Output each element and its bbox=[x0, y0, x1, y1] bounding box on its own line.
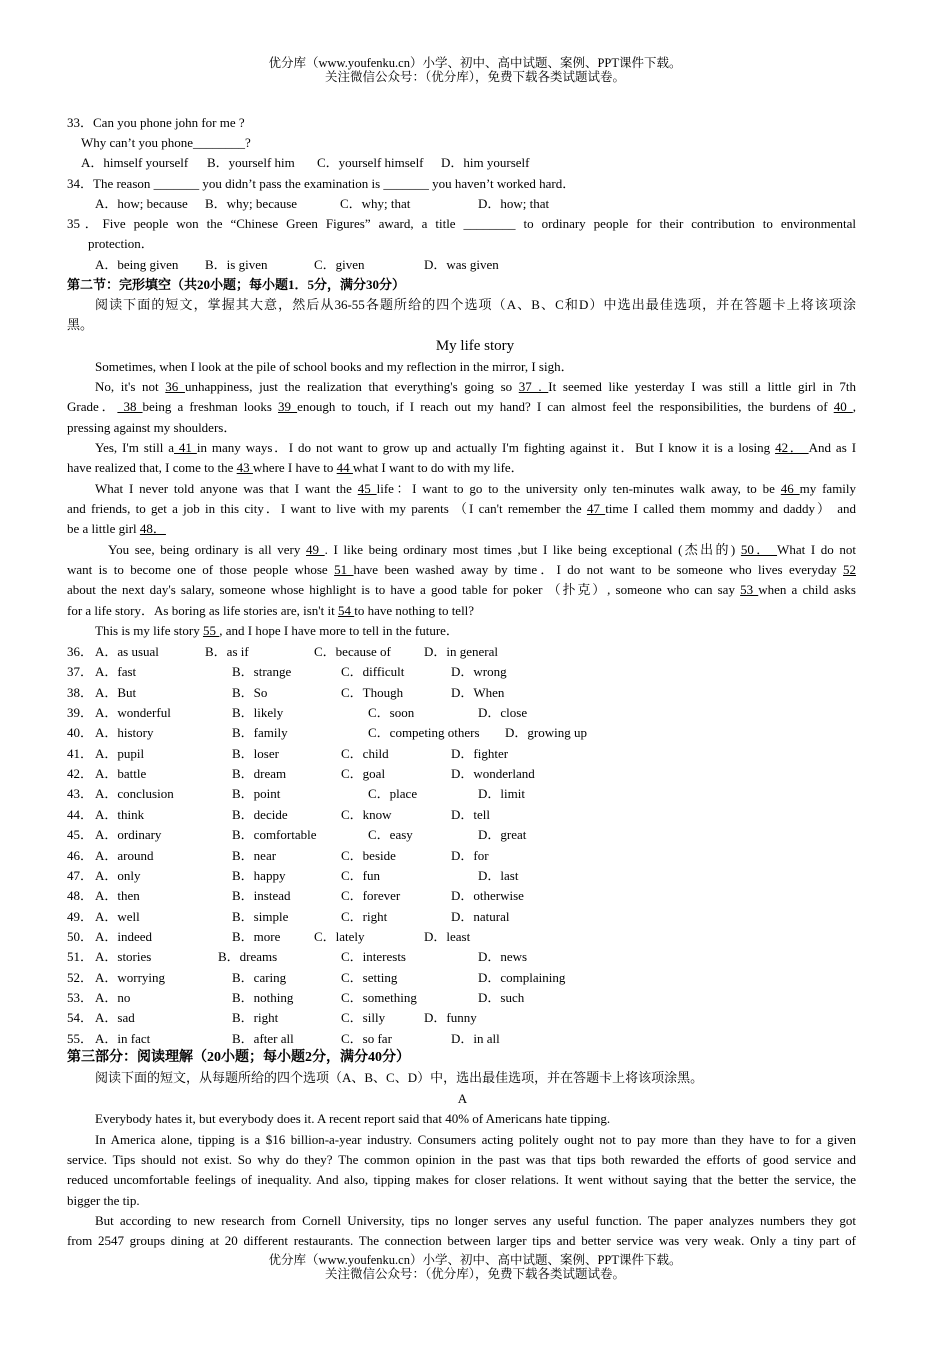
q34-stem: 34．The reason _______ you didn’t pass the examination is _______ you haven’t worked hard． bbox=[67, 176, 576, 191]
option-b: B．family bbox=[232, 725, 288, 741]
option-c: C．place bbox=[368, 786, 418, 802]
section2-instructions: 阅读下面的短文，掌握其大意，然后从36-55各题所给的四个选项（A、B、C和D）中选出最佳选项，并在答题卡上将该项涂 bbox=[95, 297, 856, 312]
option-b: B．after all bbox=[232, 1030, 294, 1046]
option-d: D．least bbox=[424, 928, 471, 944]
option-a: A．then bbox=[95, 888, 140, 904]
passage-a-p1: Everybody hates it, but everybody does it. A recent report said that 40% of Americans hate tipping. bbox=[95, 1111, 611, 1126]
option-number: 49． bbox=[67, 908, 94, 924]
option-number: 43． bbox=[67, 786, 94, 802]
passage-a-p3-line2: from 2547 groups dining at 20 different restaurants. The connection between larger tips and better service was very weak. Only a tiny part of bbox=[67, 1233, 856, 1248]
option-a: A．no bbox=[95, 989, 131, 1005]
option-a: A．as usual bbox=[95, 644, 159, 659]
option-d: D．such bbox=[478, 989, 525, 1005]
footer-line-2: 关注微信公众号：（优分库），免费下载各类试题试卷。 bbox=[324, 1267, 625, 1281]
q34-option-a: A．how; because bbox=[95, 196, 188, 211]
option-d: D．complaining bbox=[478, 969, 566, 985]
option-d: D．close bbox=[478, 705, 528, 721]
option-a: A．in fact bbox=[95, 1030, 151, 1046]
option-c: C．know bbox=[341, 806, 392, 822]
section3-heading: 第三部分：阅读理解（20小题；每小题2分，满分40分） bbox=[67, 1050, 410, 1065]
blank-45: 45 bbox=[357, 481, 377, 496]
option-a: A．ordinary bbox=[95, 827, 162, 843]
q35-stem: 35．Five people won the “Chinese Green Figures” award, a title ________ to ordinary people for their contribution to environmental bbox=[67, 216, 856, 231]
option-b: B．simple bbox=[232, 908, 289, 924]
option-d: D．otherwise bbox=[451, 888, 524, 904]
option-d: D．wonderland bbox=[451, 766, 535, 782]
option-c: C．Though bbox=[341, 684, 404, 700]
passage-p3-line2: have realized that, I come to the 43 where I have to 44 what I want to do with my life． bbox=[67, 460, 524, 475]
q33-option-c: C．yourself himself bbox=[317, 155, 424, 170]
q33-stem: 33．Can you phone john for me ? bbox=[67, 115, 245, 130]
option-d: D．news bbox=[478, 949, 528, 965]
blank-53: 53 bbox=[740, 582, 759, 597]
option-d: D．in general bbox=[424, 644, 499, 659]
option-a: A．battle bbox=[95, 766, 147, 782]
option-a: A．around bbox=[95, 847, 154, 863]
blank-46: 46 bbox=[780, 481, 800, 496]
option-c: C．goal bbox=[341, 766, 386, 782]
q34-option-c: C．why; that bbox=[340, 196, 411, 211]
blank-40: 40 bbox=[833, 399, 853, 414]
passage-p6: This is my life story 55 , and I hope I have more to tell in the future． bbox=[95, 623, 459, 638]
q35-option-d: D．was given bbox=[424, 257, 499, 272]
q34-option-b: B．why; because bbox=[205, 196, 298, 211]
option-d: D．tell bbox=[451, 806, 490, 822]
blank-36: 36 bbox=[165, 379, 185, 394]
q33-option-a: A．himself yourself bbox=[81, 155, 189, 170]
blank-42: 42． bbox=[775, 440, 809, 455]
option-c: C．forever bbox=[341, 888, 401, 904]
option-a: A．think bbox=[95, 806, 145, 822]
option-a: A．only bbox=[95, 867, 141, 883]
option-a: A．stories bbox=[95, 949, 152, 965]
option-a: A．pupil bbox=[95, 745, 145, 761]
option-b: B．likely bbox=[232, 705, 284, 721]
option-a: A．sad bbox=[95, 1010, 135, 1026]
passage-p4-line2: and friends, to get a job in this city．I want to live with my parents （I can't remember the 47 time I called them mommy and daddy） and bbox=[67, 501, 857, 516]
q35-option-c: C．given bbox=[314, 257, 365, 272]
option-c: C．easy bbox=[368, 827, 413, 843]
passage-a-p2-line1: In America alone, tipping is a $16 billion-a-year industry. Consumers acting politely ought not to pay more than they have to for a given bbox=[95, 1132, 856, 1147]
blank-41: 41 bbox=[174, 440, 197, 455]
option-number: 42． bbox=[67, 766, 94, 782]
option-a: A．history bbox=[95, 725, 154, 741]
option-number: 40． bbox=[67, 725, 94, 741]
option-b: B．as if bbox=[205, 644, 249, 659]
option-b: B．nothing bbox=[232, 989, 294, 1005]
passage-a-p2-line3: reduced uncomfortable feelings of inequality. And also, tipping makes for closer relations. It went without saying that the better the service, the bbox=[67, 1172, 856, 1187]
option-c: C．so far bbox=[341, 1030, 392, 1046]
option-c: C．lately bbox=[314, 928, 365, 944]
option-a: A．fast bbox=[95, 664, 137, 680]
q35-option-b: B．is given bbox=[205, 257, 268, 272]
blank-54: 54 bbox=[337, 603, 355, 618]
option-c: C．soon bbox=[368, 705, 415, 721]
blank-44: 44 bbox=[336, 460, 353, 475]
option-number: 45． bbox=[67, 827, 94, 843]
option-d: D．growing up bbox=[505, 725, 587, 741]
header-line-1: 优分库（www.youfenku.cn）小学、初中、高中试题、案例、PPT课件下载。 bbox=[268, 56, 682, 70]
header-line-2: 关注微信公众号：（优分库），免费下载各类试题试卷。 bbox=[324, 70, 625, 84]
option-b: B．happy bbox=[232, 867, 286, 883]
option-b: B．near bbox=[232, 847, 277, 863]
blank-52: 52 bbox=[843, 562, 856, 577]
option-number: 52． bbox=[67, 969, 94, 985]
option-number: 46． bbox=[67, 847, 94, 863]
passage-a-p2-line2: service. Tips should not exist. So why do they? The common opinion in the past was that tips both rewarded the efforts of good service and bbox=[67, 1152, 856, 1167]
option-d: D．limit bbox=[478, 786, 525, 802]
option-number: 47． bbox=[67, 867, 94, 883]
option-b: B．decide bbox=[232, 806, 288, 822]
option-a: A．But bbox=[95, 684, 137, 700]
option-d: D．great bbox=[478, 827, 527, 843]
q35-stem-2: protection． bbox=[88, 236, 154, 251]
q33-option-b: B．yourself him bbox=[207, 155, 295, 170]
option-d: D．funny bbox=[424, 1010, 477, 1026]
option-b: B．So bbox=[232, 684, 268, 700]
option-a: A．worrying bbox=[95, 969, 166, 985]
option-number: 51． bbox=[67, 949, 94, 965]
option-c: C．silly bbox=[341, 1010, 386, 1026]
option-a: A．indeed bbox=[95, 928, 153, 944]
option-b: B．loser bbox=[232, 745, 279, 761]
blank-55: 55 bbox=[202, 623, 220, 638]
passage-p3-line1: Yes, I'm still a 41 in many ways．I do not want to grow up and actually I'm fighting against it．But I know it is a losing 42． And as I bbox=[95, 440, 857, 455]
option-d: D．for bbox=[451, 847, 489, 863]
section2-heading: 第二节：完形填空（共20小题；每小题1．5分，满分30分） bbox=[67, 277, 406, 292]
option-b: B．right bbox=[232, 1010, 279, 1026]
option-d: D．last bbox=[478, 867, 519, 883]
q35-option-a: A．being given bbox=[95, 257, 179, 272]
option-number: 38． bbox=[67, 684, 94, 700]
option-b: B．dream bbox=[232, 766, 287, 782]
option-b: B．caring bbox=[232, 969, 287, 985]
blank-48: 48． bbox=[139, 521, 166, 536]
passage-p4-line3: be a little girl 48． bbox=[67, 521, 166, 536]
option-b: B．point bbox=[232, 786, 281, 802]
option-a: A．wonderful bbox=[95, 705, 171, 721]
section2-instructions-2: 黑。 bbox=[67, 317, 94, 332]
option-c: C．right bbox=[341, 908, 388, 924]
passage-a-p2-line4: bigger the tip. bbox=[67, 1193, 140, 1208]
option-b: B．more bbox=[232, 928, 281, 944]
option-c: C．child bbox=[341, 745, 389, 761]
option-c: C．interests bbox=[341, 949, 406, 965]
passage-p2-line1: No, it's not 36 unhappiness, just the realization that everything's going so 37 . It seemed like yesterday I was still a little girl in 7th bbox=[95, 379, 856, 394]
option-b: B．instead bbox=[232, 888, 291, 904]
option-d: D．When bbox=[451, 684, 505, 700]
option-c: C．setting bbox=[341, 969, 398, 985]
option-d: D．fighter bbox=[451, 745, 509, 761]
footer-line-1: 优分库（www.youfenku.cn）小学、初中、高中试题、案例、PPT课件下载。 bbox=[268, 1253, 682, 1267]
passage-p2-line2: Grade． 38 being a freshman looks 39 enough to touch, if I reach out my hand? I can almost feel the responsibilities, the burdens of 40 , bbox=[67, 399, 857, 414]
option-number: 55． bbox=[67, 1030, 94, 1046]
blank-47: 47 bbox=[586, 501, 606, 516]
passage-title: My life story bbox=[435, 338, 515, 354]
option-c: C．beside bbox=[341, 847, 396, 863]
q33-stem-2: Why can’t you phone________? bbox=[81, 135, 251, 150]
option-c: C．fun bbox=[341, 867, 381, 883]
passage-p4-line1: What I never told anyone was that I want the 45 life：I want to go to the university only ten-minutes walk away, to be 46 my family bbox=[95, 481, 857, 496]
passage-p5-line3: about the next day's salary, someone whose highlight is to have a good table for poker （扑克）, someone who can say 53 when a child asks bbox=[67, 582, 856, 597]
passage-p2-line3: pressing against my shoulders． bbox=[67, 420, 237, 435]
option-c: C．difficult bbox=[341, 664, 405, 680]
blank-38: 38 bbox=[117, 399, 143, 414]
passage-p1: Sometimes, when I look at the pile of school books and my reflection in the mirror, I sigh． bbox=[95, 359, 574, 374]
option-a: A．conclusion bbox=[95, 786, 174, 802]
option-number: 50． bbox=[67, 928, 94, 944]
q33-option-d: D．him yourself bbox=[441, 155, 530, 170]
blank-37: 37 . bbox=[518, 379, 549, 394]
option-d: D．wrong bbox=[451, 664, 507, 680]
option-c: C．something bbox=[341, 989, 417, 1005]
passage-p5-line4: for a life story．As boring as life stories are, isn't it 54 to have nothing to tell? bbox=[67, 603, 475, 618]
passage-a-label: A bbox=[457, 1091, 468, 1106]
option-c: C．because of bbox=[314, 644, 391, 659]
option-number: 48． bbox=[67, 888, 94, 904]
option-d: D．natural bbox=[451, 908, 510, 924]
blank-50: 50． bbox=[740, 542, 778, 557]
option-b: B．strange bbox=[232, 664, 292, 680]
option-a: A．well bbox=[95, 908, 140, 924]
blank-51: 51 bbox=[334, 562, 354, 577]
blank-49: 49 bbox=[306, 542, 325, 557]
option-number: 53． bbox=[67, 989, 94, 1005]
option-b: B．comfortable bbox=[232, 827, 317, 843]
option-d: D．in all bbox=[451, 1030, 500, 1046]
passage-a-p3-line1: But according to new research from Cornell University, tips no longer serves any useful function. The paper analyzes numbers they got bbox=[95, 1213, 856, 1228]
option-number: 44． bbox=[67, 806, 94, 822]
blank-39: 39 bbox=[278, 399, 298, 414]
option-number: 54． bbox=[67, 1010, 94, 1026]
option-c: C．competing others bbox=[368, 725, 480, 741]
option-number: 39． bbox=[67, 705, 94, 721]
option-number: 41． bbox=[67, 745, 94, 761]
section3-instructions: 阅读下面的短文，从每题所给的四个选项（A、B、C、D）中，选出最佳选项，并在答题卡上将该项涂黑。 bbox=[95, 1070, 704, 1085]
option-b: B．dreams bbox=[218, 949, 278, 965]
option-number: 36． bbox=[67, 644, 94, 659]
q34-option-d: D．how; that bbox=[478, 196, 550, 211]
option-number: 37． bbox=[67, 664, 94, 680]
passage-p5-line1: You see, being ordinary is all very 49 . I like being ordinary most times ,but I like being exceptional (杰出的) 50． What I do not bbox=[108, 542, 857, 557]
blank-43: 43 bbox=[236, 460, 253, 475]
passage-p5-line2: want is to become one of those people whose 51 have been washed away by time．I do not want to be someone who lives everyday 52 bbox=[67, 562, 856, 577]
